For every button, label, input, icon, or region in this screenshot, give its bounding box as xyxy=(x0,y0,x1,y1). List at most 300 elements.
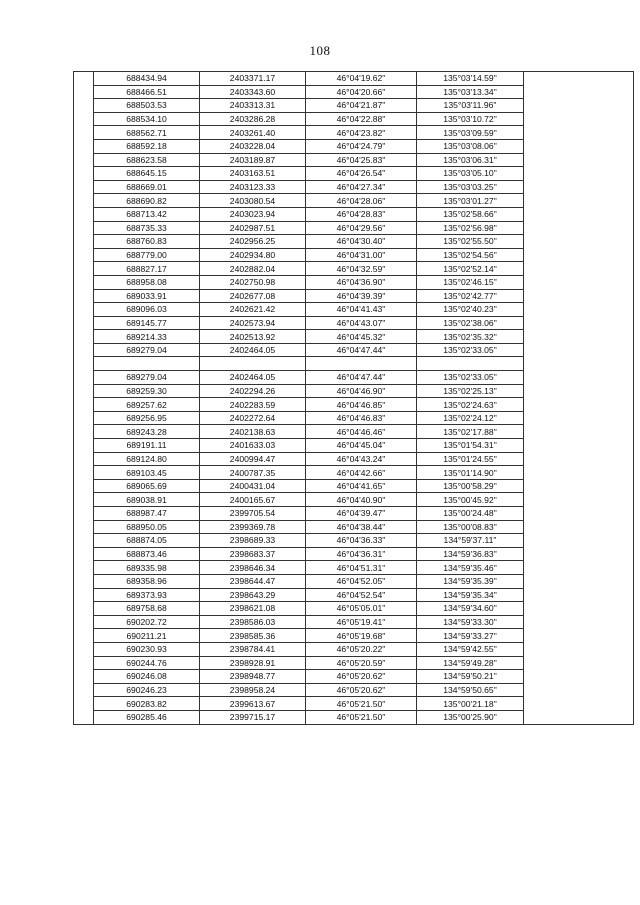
y-coordinate-cell: 2398928.91 xyxy=(200,656,306,670)
row-left-margin-cell xyxy=(74,507,94,521)
x-coordinate-cell: 690285.46 xyxy=(94,710,200,724)
y-coordinate-cell: 2399369.78 xyxy=(200,520,306,534)
longitude-cell: 135°02'56.98" xyxy=(417,221,524,235)
x-coordinate-cell: 689145.77 xyxy=(94,316,200,330)
latitude-cell: 46°04'21.87" xyxy=(306,99,417,113)
x-coordinate-cell: 690202.72 xyxy=(94,615,200,629)
row-notes-cell xyxy=(524,493,634,507)
row-left-margin-cell xyxy=(74,629,94,643)
latitude-cell: 46°04'46.85" xyxy=(306,398,417,412)
row-notes-cell xyxy=(524,72,634,86)
table-row xyxy=(74,194,634,208)
longitude-cell: 135°00'25.90" xyxy=(417,710,524,724)
table-row xyxy=(74,398,634,412)
x-coordinate-cell: 688466.51 xyxy=(94,85,200,99)
row-left-margin-cell xyxy=(74,262,94,276)
table-row xyxy=(74,615,634,629)
y-coordinate-cell: 2402677.08 xyxy=(200,289,306,303)
row-left-margin-cell xyxy=(74,411,94,425)
x-coordinate-cell: 688950.05 xyxy=(94,520,200,534)
latitude-cell: 46°04'41.43" xyxy=(306,303,417,317)
row-notes-cell xyxy=(524,398,634,412)
x-coordinate-cell: 689259.30 xyxy=(94,384,200,398)
x-coordinate-cell: 689279.04 xyxy=(94,371,200,385)
latitude-cell: 46°04'52.05" xyxy=(306,574,417,588)
table-row xyxy=(74,629,634,643)
row-left-margin-cell xyxy=(74,534,94,548)
row-left-margin-cell xyxy=(74,683,94,697)
x-coordinate-cell: 688592.18 xyxy=(94,139,200,153)
table-row xyxy=(74,303,634,317)
latitude-cell: 46°04'46.90" xyxy=(306,384,417,398)
row-left-margin-cell xyxy=(74,656,94,670)
row-notes-cell xyxy=(524,697,634,711)
y-coordinate-cell xyxy=(200,357,306,371)
y-coordinate-cell: 2400431.04 xyxy=(200,479,306,493)
y-coordinate-cell: 2399613.67 xyxy=(200,697,306,711)
row-left-margin-cell xyxy=(74,398,94,412)
row-notes-cell xyxy=(524,642,634,656)
longitude-cell: 135°02'24.12" xyxy=(417,411,524,425)
x-coordinate-cell: 688562.71 xyxy=(94,126,200,140)
row-notes-cell xyxy=(524,683,634,697)
longitude-cell: 135°03'03.25" xyxy=(417,180,524,194)
x-coordinate-cell: 688958.08 xyxy=(94,275,200,289)
x-coordinate-cell: 689243.28 xyxy=(94,425,200,439)
row-notes-cell xyxy=(524,561,634,575)
latitude-cell: 46°04'20.66" xyxy=(306,85,417,99)
y-coordinate-cell: 2403286.28 xyxy=(200,112,306,126)
row-notes-cell xyxy=(524,303,634,317)
row-left-margin-cell xyxy=(74,642,94,656)
latitude-cell: 46°04'26.54" xyxy=(306,167,417,181)
row-left-margin-cell xyxy=(74,670,94,684)
latitude-cell: 46°04'38.44" xyxy=(306,520,417,534)
x-coordinate-cell: 689257.62 xyxy=(94,398,200,412)
row-left-margin-cell xyxy=(74,493,94,507)
y-coordinate-cell: 2402272.64 xyxy=(200,411,306,425)
longitude-cell: 134°59'50.21" xyxy=(417,670,524,684)
x-coordinate-cell: 690230.93 xyxy=(94,642,200,656)
x-coordinate-cell: 689373.93 xyxy=(94,588,200,602)
y-coordinate-cell: 2398643.29 xyxy=(200,588,306,602)
latitude-cell: 46°05'20.62" xyxy=(306,683,417,697)
x-coordinate-cell: 689096.03 xyxy=(94,303,200,317)
table-row xyxy=(74,602,634,616)
row-left-margin-cell xyxy=(74,357,94,371)
x-coordinate-cell: 688690.82 xyxy=(94,194,200,208)
row-left-margin-cell xyxy=(74,167,94,181)
row-notes-cell xyxy=(524,357,634,371)
longitude-cell: 135°00'45.92" xyxy=(417,493,524,507)
latitude-cell: 46°04'23.82" xyxy=(306,126,417,140)
longitude-cell: 135°02'33.05" xyxy=(417,343,524,357)
latitude-cell: 46°04'39.47" xyxy=(306,507,417,521)
longitude-cell xyxy=(417,357,524,371)
table-row xyxy=(74,574,634,588)
x-coordinate-cell: 689279.04 xyxy=(94,343,200,357)
row-left-margin-cell xyxy=(74,221,94,235)
row-left-margin-cell xyxy=(74,574,94,588)
table-row xyxy=(74,153,634,167)
longitude-cell: 135°03'11.96" xyxy=(417,99,524,113)
row-left-margin-cell xyxy=(74,710,94,724)
table-row xyxy=(74,112,634,126)
x-coordinate-cell: 688713.42 xyxy=(94,207,200,221)
y-coordinate-cell: 2402283.59 xyxy=(200,398,306,412)
latitude-cell xyxy=(306,357,417,371)
latitude-cell: 46°04'47.44" xyxy=(306,343,417,357)
row-left-margin-cell xyxy=(74,371,94,385)
latitude-cell: 46°04'41.65" xyxy=(306,479,417,493)
x-coordinate-cell: 689038.91 xyxy=(94,493,200,507)
table-row xyxy=(74,561,634,575)
row-notes-cell xyxy=(524,316,634,330)
y-coordinate-cell: 2403371.17 xyxy=(200,72,306,86)
row-notes-cell xyxy=(524,180,634,194)
row-left-margin-cell xyxy=(74,384,94,398)
row-left-margin-cell xyxy=(74,615,94,629)
longitude-cell: 135°01'54.31" xyxy=(417,439,524,453)
table-row xyxy=(74,275,634,289)
y-coordinate-cell: 2399715.17 xyxy=(200,710,306,724)
latitude-cell: 46°04'51.31" xyxy=(306,561,417,575)
longitude-cell: 135°03'09.59" xyxy=(417,126,524,140)
y-coordinate-cell: 2398644.47 xyxy=(200,574,306,588)
row-left-margin-cell xyxy=(74,561,94,575)
row-left-margin-cell xyxy=(74,520,94,534)
row-left-margin-cell xyxy=(74,330,94,344)
y-coordinate-cell: 2398683.37 xyxy=(200,547,306,561)
x-coordinate-cell: 688873.46 xyxy=(94,547,200,561)
coordinates-table-body xyxy=(74,72,634,725)
row-notes-cell xyxy=(524,262,634,276)
y-coordinate-cell: 2403189.87 xyxy=(200,153,306,167)
table-row xyxy=(74,343,634,357)
latitude-cell: 46°04'36.33" xyxy=(306,534,417,548)
longitude-cell: 134°59'34.60" xyxy=(417,602,524,616)
x-coordinate-cell: 690246.23 xyxy=(94,683,200,697)
latitude-cell: 46°04'30.40" xyxy=(306,235,417,249)
latitude-cell: 46°04'22.88" xyxy=(306,112,417,126)
x-coordinate-cell: 689033.91 xyxy=(94,289,200,303)
latitude-cell: 46°05'21.50" xyxy=(306,697,417,711)
row-left-margin-cell xyxy=(74,343,94,357)
longitude-cell: 135°02'33.05" xyxy=(417,371,524,385)
longitude-cell: 135°02'46.15" xyxy=(417,275,524,289)
coordinates-table xyxy=(73,71,634,725)
y-coordinate-cell: 2402464.05 xyxy=(200,343,306,357)
row-left-margin-cell xyxy=(74,99,94,113)
row-left-margin-cell xyxy=(74,153,94,167)
y-coordinate-cell: 2402513.92 xyxy=(200,330,306,344)
table-row xyxy=(74,683,634,697)
row-notes-cell xyxy=(524,371,634,385)
x-coordinate-cell: 689358.96 xyxy=(94,574,200,588)
row-notes-cell xyxy=(524,167,634,181)
table-row xyxy=(74,588,634,602)
y-coordinate-cell: 2398948.77 xyxy=(200,670,306,684)
row-left-margin-cell xyxy=(74,112,94,126)
table-row xyxy=(74,167,634,181)
row-notes-cell xyxy=(524,439,634,453)
table-row xyxy=(74,99,634,113)
row-notes-cell xyxy=(524,479,634,493)
x-coordinate-cell: 689758.68 xyxy=(94,602,200,616)
latitude-cell: 46°04'52.54" xyxy=(306,588,417,602)
longitude-cell: 135°02'35.32" xyxy=(417,330,524,344)
table-row xyxy=(74,507,634,521)
longitude-cell: 134°59'36.83" xyxy=(417,547,524,561)
row-notes-cell xyxy=(524,235,634,249)
y-coordinate-cell: 2398585.36 xyxy=(200,629,306,643)
table-row xyxy=(74,520,634,534)
x-coordinate-cell: 689124.80 xyxy=(94,452,200,466)
y-coordinate-cell: 2402464.05 xyxy=(200,371,306,385)
latitude-cell: 46°04'27.34" xyxy=(306,180,417,194)
table-row xyxy=(74,72,634,86)
x-coordinate-cell: 689256.95 xyxy=(94,411,200,425)
row-left-margin-cell xyxy=(74,602,94,616)
row-left-margin-cell xyxy=(74,452,94,466)
row-notes-cell xyxy=(524,452,634,466)
y-coordinate-cell: 2399705.54 xyxy=(200,507,306,521)
row-notes-cell xyxy=(524,99,634,113)
x-coordinate-cell: 688987.47 xyxy=(94,507,200,521)
x-coordinate-cell: 688503.53 xyxy=(94,99,200,113)
y-coordinate-cell: 2400787.35 xyxy=(200,466,306,480)
x-coordinate-cell: 688434.94 xyxy=(94,72,200,86)
x-coordinate-cell: 688645.15 xyxy=(94,167,200,181)
x-coordinate-cell: 690246.08 xyxy=(94,670,200,684)
table-row xyxy=(74,371,634,385)
table-row xyxy=(74,479,634,493)
y-coordinate-cell: 2403313.31 xyxy=(200,99,306,113)
y-coordinate-cell: 2398784.41 xyxy=(200,642,306,656)
x-coordinate-cell: 690244.76 xyxy=(94,656,200,670)
table-row xyxy=(74,262,634,276)
y-coordinate-cell: 2403023.94 xyxy=(200,207,306,221)
longitude-cell: 135°02'25.13" xyxy=(417,384,524,398)
row-left-margin-cell xyxy=(74,139,94,153)
table-row xyxy=(74,656,634,670)
row-notes-cell xyxy=(524,207,634,221)
row-left-margin-cell xyxy=(74,235,94,249)
y-coordinate-cell: 2398689.33 xyxy=(200,534,306,548)
latitude-cell: 46°04'46.46" xyxy=(306,425,417,439)
row-left-margin-cell xyxy=(74,479,94,493)
table-row xyxy=(74,547,634,561)
table-row xyxy=(74,452,634,466)
row-left-margin-cell xyxy=(74,207,94,221)
row-notes-cell xyxy=(524,221,634,235)
row-left-margin-cell xyxy=(74,303,94,317)
row-notes-cell xyxy=(524,574,634,588)
table-row xyxy=(74,411,634,425)
row-left-margin-cell xyxy=(74,275,94,289)
row-left-margin-cell xyxy=(74,194,94,208)
y-coordinate-cell: 2402138.63 xyxy=(200,425,306,439)
table-row xyxy=(74,670,634,684)
latitude-cell: 46°04'19.62" xyxy=(306,72,417,86)
row-left-margin-cell xyxy=(74,85,94,99)
latitude-cell: 46°05'21.50" xyxy=(306,710,417,724)
x-coordinate-cell: 688874.05 xyxy=(94,534,200,548)
row-notes-cell xyxy=(524,194,634,208)
y-coordinate-cell: 2398646.34 xyxy=(200,561,306,575)
row-notes-cell xyxy=(524,670,634,684)
longitude-cell: 135°02'42.77" xyxy=(417,289,524,303)
table-row xyxy=(74,207,634,221)
x-coordinate-cell: 689214.33 xyxy=(94,330,200,344)
table-row xyxy=(74,357,634,371)
row-notes-cell xyxy=(524,139,634,153)
x-coordinate-cell: 689065.69 xyxy=(94,479,200,493)
longitude-cell: 135°03'05.10" xyxy=(417,167,524,181)
row-notes-cell xyxy=(524,547,634,561)
y-coordinate-cell: 2400165.67 xyxy=(200,493,306,507)
latitude-cell: 46°04'36.90" xyxy=(306,275,417,289)
row-notes-cell xyxy=(524,710,634,724)
row-notes-cell xyxy=(524,507,634,521)
latitude-cell: 46°04'43.07" xyxy=(306,316,417,330)
latitude-cell: 46°04'28.06" xyxy=(306,194,417,208)
table-row xyxy=(74,248,634,262)
table-row xyxy=(74,330,634,344)
y-coordinate-cell: 2398586.03 xyxy=(200,615,306,629)
table-row xyxy=(74,180,634,194)
latitude-cell: 46°05'20.22" xyxy=(306,642,417,656)
table-row xyxy=(74,425,634,439)
row-notes-cell xyxy=(524,126,634,140)
latitude-cell: 46°04'42.66" xyxy=(306,466,417,480)
y-coordinate-cell: 2402934.80 xyxy=(200,248,306,262)
row-notes-cell xyxy=(524,153,634,167)
x-coordinate-cell: 689335.98 xyxy=(94,561,200,575)
latitude-cell: 46°05'19.41" xyxy=(306,615,417,629)
row-notes-cell xyxy=(524,384,634,398)
row-notes-cell xyxy=(524,466,634,480)
longitude-cell: 135°03'08.06" xyxy=(417,139,524,153)
latitude-cell: 46°04'25.83" xyxy=(306,153,417,167)
longitude-cell: 134°59'35.34" xyxy=(417,588,524,602)
row-notes-cell xyxy=(524,656,634,670)
y-coordinate-cell: 2402573.94 xyxy=(200,316,306,330)
x-coordinate-cell: 688534.10 xyxy=(94,112,200,126)
longitude-cell: 134°59'49.28" xyxy=(417,656,524,670)
y-coordinate-cell: 2403080.54 xyxy=(200,194,306,208)
y-coordinate-cell: 2401633.03 xyxy=(200,439,306,453)
latitude-cell: 46°04'29.56" xyxy=(306,221,417,235)
row-left-margin-cell xyxy=(74,289,94,303)
longitude-cell: 135°03'06.31" xyxy=(417,153,524,167)
longitude-cell: 134°59'35.39" xyxy=(417,574,524,588)
y-coordinate-cell: 2402621.42 xyxy=(200,303,306,317)
row-left-margin-cell xyxy=(74,316,94,330)
latitude-cell: 46°04'39.39" xyxy=(306,289,417,303)
x-coordinate-cell: 688623.58 xyxy=(94,153,200,167)
latitude-cell: 46°04'46.83" xyxy=(306,411,417,425)
x-coordinate-cell: 688827.17 xyxy=(94,262,200,276)
row-left-margin-cell xyxy=(74,248,94,262)
table-row xyxy=(74,139,634,153)
row-notes-cell xyxy=(524,112,634,126)
latitude-cell: 46°04'43.24" xyxy=(306,452,417,466)
y-coordinate-cell: 2398621.08 xyxy=(200,602,306,616)
x-coordinate-cell: 689103.45 xyxy=(94,466,200,480)
latitude-cell: 46°05'19.68" xyxy=(306,629,417,643)
table-row xyxy=(74,85,634,99)
longitude-cell: 135°03'01.27" xyxy=(417,194,524,208)
row-left-margin-cell xyxy=(74,439,94,453)
x-coordinate-cell: 690211.21 xyxy=(94,629,200,643)
table-row xyxy=(74,534,634,548)
row-notes-cell xyxy=(524,425,634,439)
longitude-cell: 134°59'50.65" xyxy=(417,683,524,697)
row-left-margin-cell xyxy=(74,697,94,711)
y-coordinate-cell: 2402987.51 xyxy=(200,221,306,235)
x-coordinate-cell: 688669.01 xyxy=(94,180,200,194)
table-row xyxy=(74,642,634,656)
longitude-cell: 135°02'17.88" xyxy=(417,425,524,439)
row-notes-cell xyxy=(524,275,634,289)
row-notes-cell xyxy=(524,85,634,99)
latitude-cell: 46°05'20.62" xyxy=(306,670,417,684)
row-notes-cell xyxy=(524,330,634,344)
longitude-cell: 135°02'24.63" xyxy=(417,398,524,412)
table-row xyxy=(74,493,634,507)
longitude-cell: 135°00'21.18" xyxy=(417,697,524,711)
row-notes-cell xyxy=(524,520,634,534)
row-notes-cell xyxy=(524,411,634,425)
longitude-cell: 135°00'08.83" xyxy=(417,520,524,534)
longitude-cell: 135°00'24.48" xyxy=(417,507,524,521)
y-coordinate-cell: 2402882.04 xyxy=(200,262,306,276)
x-coordinate-cell: 690283.82 xyxy=(94,697,200,711)
table-row xyxy=(74,126,634,140)
y-coordinate-cell: 2400994.47 xyxy=(200,452,306,466)
table-row xyxy=(74,235,634,249)
page-number: 108 xyxy=(309,43,331,58)
longitude-cell: 135°01'24.55" xyxy=(417,452,524,466)
latitude-cell: 46°04'24.79" xyxy=(306,139,417,153)
row-left-margin-cell xyxy=(74,72,94,86)
table-row xyxy=(74,316,634,330)
table-row xyxy=(74,439,634,453)
latitude-cell: 46°05'20.59" xyxy=(306,656,417,670)
latitude-cell: 46°04'32.59" xyxy=(306,262,417,276)
row-notes-cell xyxy=(524,248,634,262)
longitude-cell: 134°59'35.46" xyxy=(417,561,524,575)
y-coordinate-cell: 2398958.24 xyxy=(200,683,306,697)
longitude-cell: 135°02'38.06" xyxy=(417,316,524,330)
latitude-cell: 46°05'05.01" xyxy=(306,602,417,616)
latitude-cell: 46°04'45.04" xyxy=(306,439,417,453)
y-coordinate-cell: 2403261.40 xyxy=(200,126,306,140)
row-notes-cell xyxy=(524,615,634,629)
table-row xyxy=(74,221,634,235)
row-notes-cell xyxy=(524,534,634,548)
row-left-margin-cell xyxy=(74,547,94,561)
row-notes-cell xyxy=(524,343,634,357)
row-left-margin-cell xyxy=(74,588,94,602)
x-coordinate-cell: 688779.00 xyxy=(94,248,200,262)
y-coordinate-cell: 2402294.26 xyxy=(200,384,306,398)
y-coordinate-cell: 2403343.60 xyxy=(200,85,306,99)
table-row xyxy=(74,384,634,398)
row-left-margin-cell xyxy=(74,180,94,194)
longitude-cell: 134°59'33.30" xyxy=(417,615,524,629)
